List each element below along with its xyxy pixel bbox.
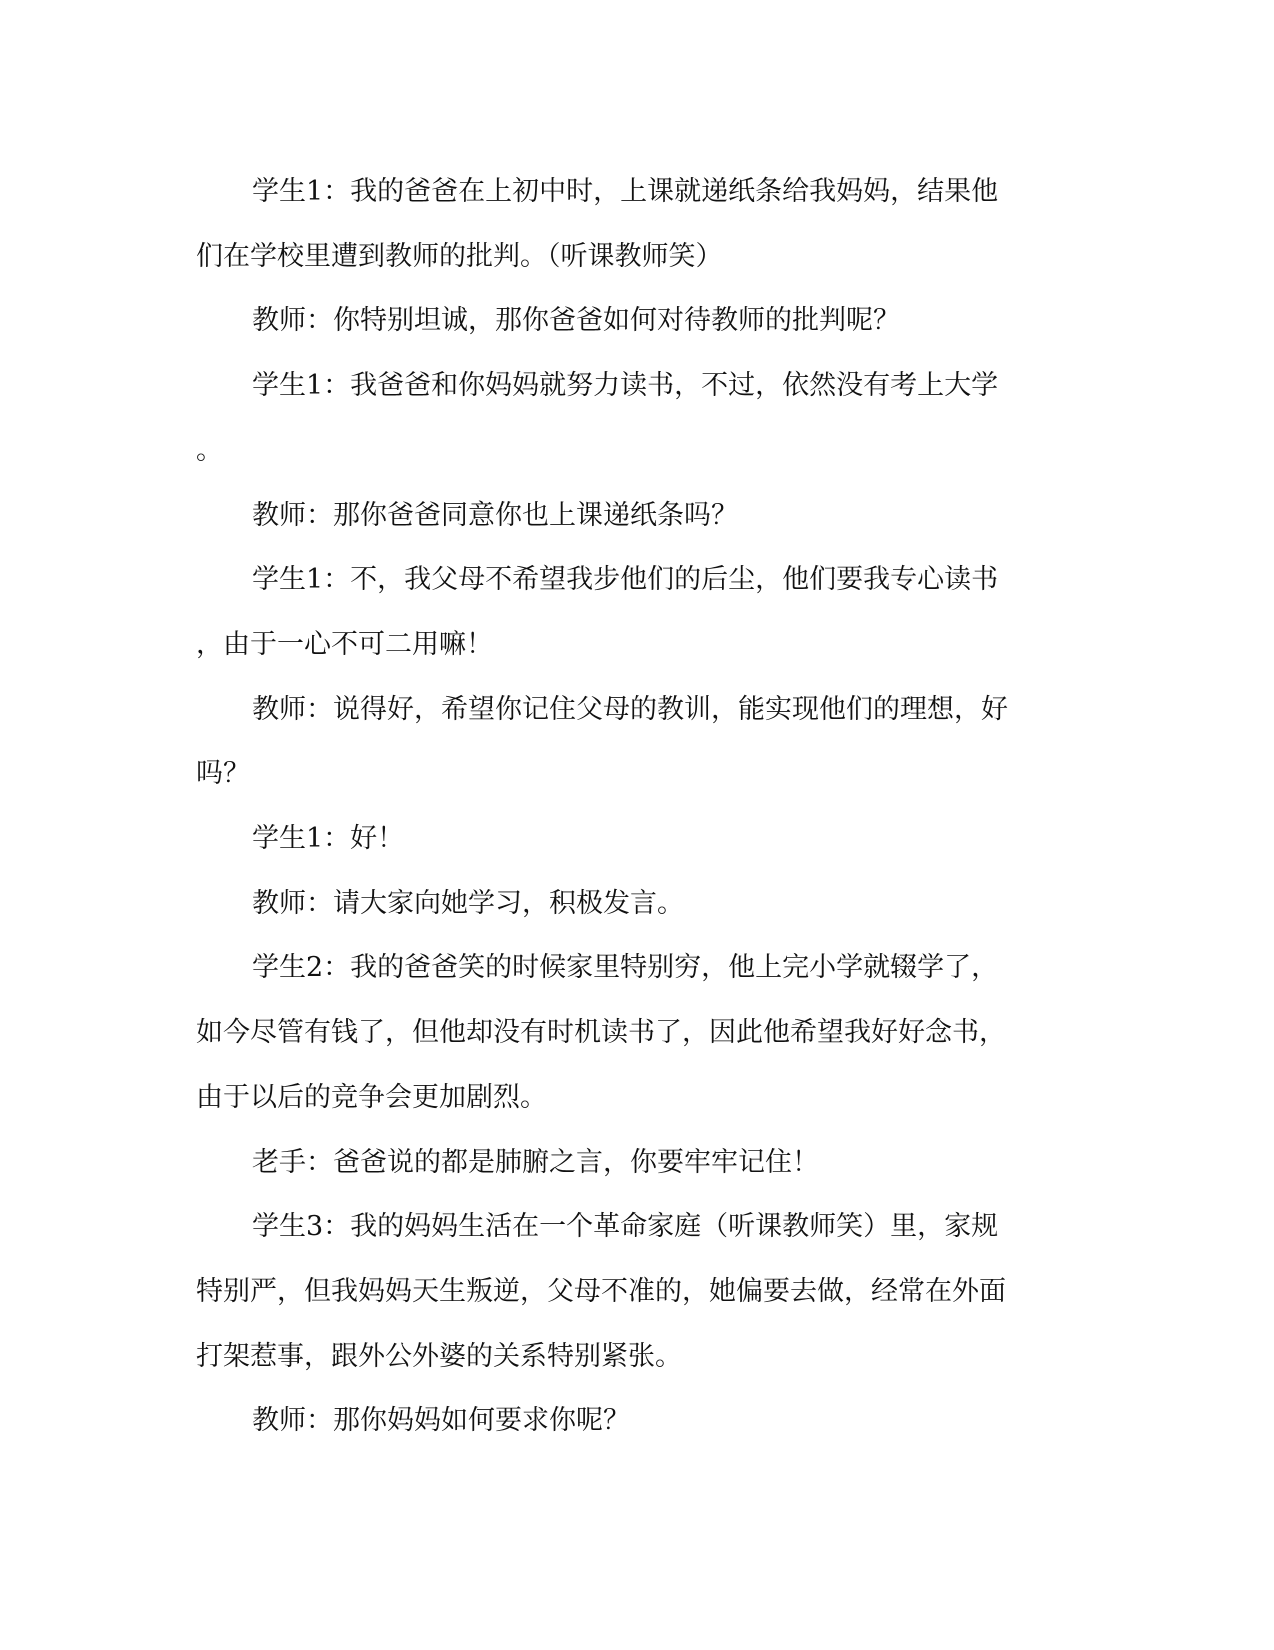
text-line: 特别严，但我妈妈天生叛逆，父母不准的，她偏要去做，经常在外面 [196,1275,1006,1307]
text-line: 教师：说得好，希望你记住父母的教训，能实现他们的理想，好 [252,693,1008,725]
document-body [196,160,1076,1454]
text-line: 如今尽管有钱了，但他却没有时机读书了，因此他希望我好好念书， [196,1017,1006,1049]
text-line: 由于以后的竞争会更加剧烈。 [196,1081,547,1113]
text-line: 学生3：我的妈妈生活在一个革命家庭（听课教师笑）里，家规 [252,1211,999,1243]
text-line: ，由于一心不可二用嘛！ [196,628,493,660]
text-line: 学生1：不，我父母不希望我步他们的后尘，他们要我专心读书 [252,564,999,596]
text-line: 教师：你特别坦诚，那你爸爸如何对待教师的批判呢？ [252,305,900,337]
text-line: 学生1：我爸爸和你妈妈就努力读书，不过，依然没有考上大学 [252,370,999,402]
text-line: 学生1：我的爸爸在上初中时，上课就递纸条给我妈妈，结果他 [252,176,999,207]
text-line: 老手：爸爸说的都是肺腑之言，你要牢牢记住！ [252,1146,819,1178]
text-line: 。 [196,434,223,466]
text-line: 学生2：我的爸爸笑的时候家里特别穷，他上完小学就辍学了， [252,952,999,984]
text-line: 们在学校里遭到教师的批判。（听课教师笑） [196,240,723,272]
text-line: 教师：请大家向她学习，积极发言。 [252,887,684,919]
text-line: 教师：那你爸爸同意你也上课递纸条吗？ [252,499,738,531]
text-line: 打架惹事，跟外公外婆的关系特别紧张。 [196,1340,682,1372]
text-line: 学生1：好！ [252,823,405,855]
text-line: 教师：那你妈妈如何要求你呢？ [252,1405,630,1437]
text-line: 吗？ [196,758,250,790]
